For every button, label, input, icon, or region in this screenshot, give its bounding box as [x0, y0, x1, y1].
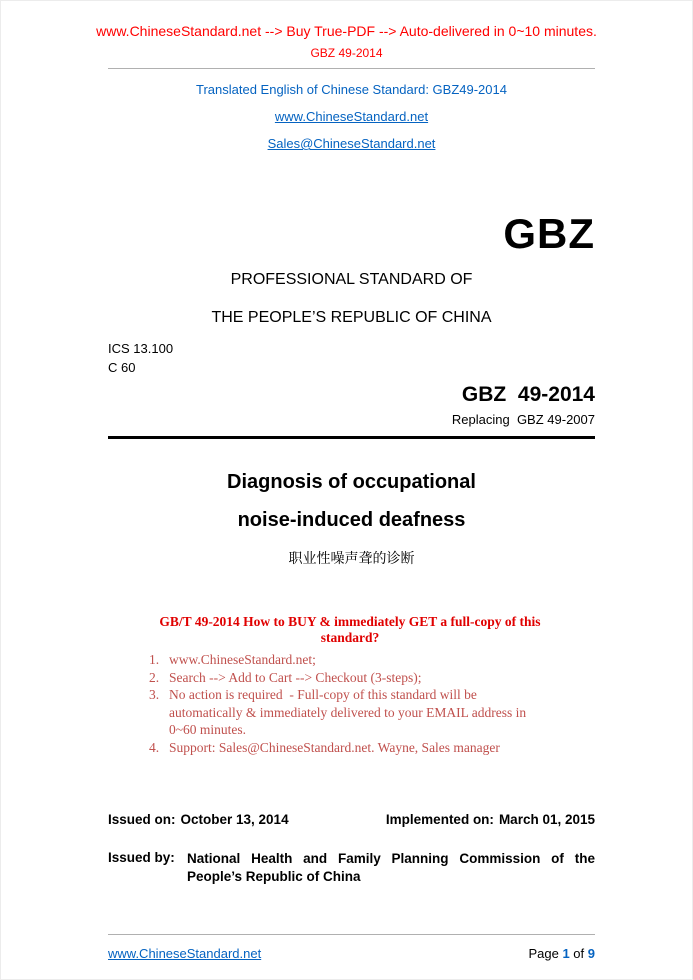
- masthead-rule: [108, 436, 595, 439]
- email-link-row: [108, 136, 595, 151]
- buy-item: [149, 686, 551, 739]
- buy-item-text: Support: Sales@ChineseStandard.net. Wayne, Sales manager: [169, 739, 500, 755]
- issued-on: [108, 812, 289, 827]
- standard-code: GBZ 49-2014: [461, 383, 595, 406]
- implemented-on-label: Implemented on:: [385, 812, 494, 827]
- promo-line: www.ChineseStandard.net --> Buy True-PDF --> Auto-delivered in 0~10 minutes.: [96, 23, 597, 39]
- buy-item-text: Search --> Add to Cart --> Checkout (3-steps);: [169, 669, 422, 685]
- page-word: Page: [528, 946, 559, 961]
- ics-code: ICS 13.100: [108, 341, 174, 356]
- buy-item: [149, 739, 551, 757]
- header-divider: [108, 68, 595, 69]
- doc-title-chinese: 职业性噪声聋的诊断: [288, 550, 415, 566]
- standard-logo: GBZ: [503, 210, 595, 257]
- doc-title-line1: Diagnosis of occupational: [227, 471, 476, 493]
- country-line: THE PEOPLE’S REPUBLIC OF CHINA: [211, 309, 492, 326]
- buy-item-text: www.ChineseStandard.net;: [169, 652, 316, 667]
- buy-instructions: [149, 614, 551, 756]
- email-link[interactable]: Sales@ChineseStandard.net: [267, 136, 436, 151]
- page-current: 1: [562, 946, 570, 961]
- buy-item-text: No action is required - Full-copy of this standard will be automatically & immediately delivered to your EMAIL address in 0~60 minutes.: [169, 687, 530, 737]
- buy-heading: GB/T 49-2014 How to BUY & immediately GET a full-copy of this standard?: [159, 614, 541, 645]
- issued-on-value: October 13, 2014: [180, 812, 289, 827]
- implemented-on: [386, 812, 595, 827]
- footer-site-link[interactable]: www.ChineseStandard.net: [108, 946, 262, 961]
- buy-item: [149, 669, 551, 687]
- issuer-row: [108, 850, 595, 886]
- buy-item-number: 4.: [149, 739, 160, 755]
- standard-of-line: PROFESSIONAL STANDARD OF: [230, 271, 473, 288]
- of-word: of: [573, 946, 585, 961]
- issued-by-value: National Health and Family Planning Commission of the People’s Republic of China: [187, 851, 595, 884]
- buy-item-number: 1.: [149, 652, 160, 667]
- site-link[interactable]: www.ChineseStandard.net: [274, 109, 429, 124]
- buy-item-number: 3.: [149, 687, 160, 702]
- buy-item-number: 2.: [149, 669, 160, 685]
- dates-row: [108, 812, 595, 827]
- replacing-line: Replacing GBZ 49-2007: [451, 412, 595, 427]
- footer-row: [108, 946, 595, 961]
- issued-by-label: Issued by:: [108, 850, 175, 865]
- page-footer: [108, 934, 595, 961]
- doc-code-top: GBZ 49-2014: [310, 46, 383, 60]
- site-link-row: [108, 109, 595, 124]
- issued-on-label: Issued on:: [108, 812, 176, 827]
- page-total: 9: [587, 946, 595, 961]
- doc-title-line2: noise-induced deafness: [237, 509, 466, 531]
- translated-line: Translated English of Chinese Standard: GBZ49-2014: [196, 82, 507, 97]
- page-indicator: [528, 946, 595, 961]
- buy-item: [149, 651, 551, 669]
- footer-divider: [108, 934, 595, 935]
- class-code: C 60: [108, 360, 136, 375]
- implemented-on-value: March 01, 2015: [498, 812, 595, 827]
- page-content: [108, 68, 595, 886]
